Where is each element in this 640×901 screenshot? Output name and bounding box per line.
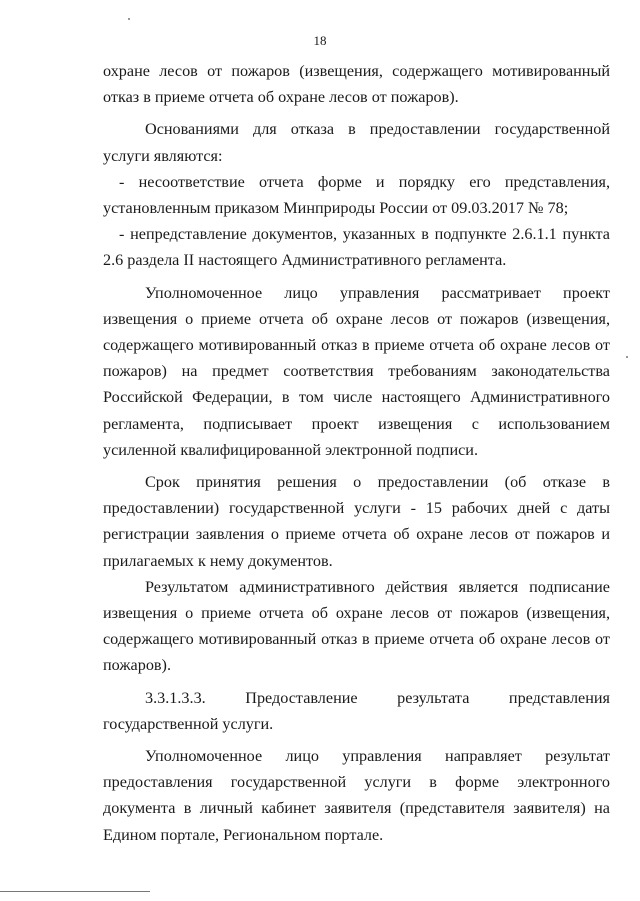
scan-artifact-line xyxy=(0,891,150,892)
paragraph-review: Уполномоченное лицо управления рассматривает проект извещения о приеме отчета об охране лесов от пожаров (извещения, содержащего мотивированный отказ в приеме отчета об охране лесов от пожаров) на предмет соответствия требованиям законодательства Российской Федерации, в том числе настоящего Административного регламента, подписывает проект извещения с использованием усиленной квалифицированной электронной подписи. xyxy=(103,283,610,459)
scan-artifact-dot xyxy=(128,18,130,20)
list-item-missing-documents: - непредставление документов, указанных в подпункте 2.6.1.1 пункта 2.6 раздела II настоящего Административного регламента. xyxy=(103,225,610,270)
page-number: 18 xyxy=(313,33,327,48)
paragraph-section-heading: 3.3.1.3.3. Предоставление результата представления государственной услуги. xyxy=(103,688,610,733)
list-item-nonconformity: - несоответствие отчета форме и порядку его представления, установленным приказом Минприроды России от 09.03.2017 № 78; xyxy=(103,172,610,218)
paragraph-refusal-grounds: Основаниями для отказа в предоставлении государственной услуги являются: xyxy=(103,120,610,165)
document-body xyxy=(103,58,610,848)
scan-artifact-dot xyxy=(626,356,628,358)
paragraph-decision-deadline: Срок принятия решения о предоставлении (об отказе в предоставлении) государственной услуги - 15 рабочих дней с даты регистрации заявления о приеме отчета об охране лесов от пожаров и прилагаемых к нему документов. xyxy=(103,473,610,570)
paragraph-result-delivery: Уполномоченное лицо управления направляет результат предоставления государственной услуги в форме электронного документа в личный кабинет заявителя (представителя заявителя) на Едином портале, Региональном портале. xyxy=(103,747,610,844)
paragraph-action-result: Результатом административного действия является подписание извещения о приеме отчета об охране лесов от пожаров (извещения, содержащего мотивированный отказ в приеме отчета об охране лесов от пожаров). xyxy=(103,577,610,675)
paragraph-continuation: охране лесов от пожаров (извещения, содержащего мотивированный отказ в приеме отчета об охране лесов от пожаров). xyxy=(103,62,610,107)
